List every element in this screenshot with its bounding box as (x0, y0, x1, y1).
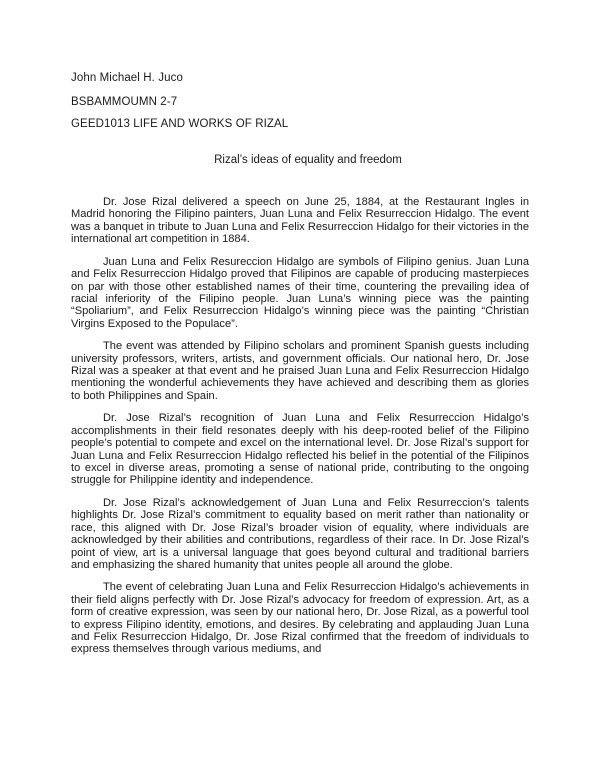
essay-body (71, 196, 529, 666)
course-title: GEED1013 LIFE AND WORKS OF RIZAL (71, 118, 289, 130)
course-section: BSBAMMOUMN 2-7 (71, 96, 178, 108)
paragraph: Dr. Jose Rizal’s acknowledgement of Juan Luna and Felix Resurreccion’s talents highlights Dr. Jose Rizal’s commitment to equality based on merit rather than nationality or race, this aligned with Dr. Jose Rizal’s broader vision of equality, where individuals are acknowledged by their abilities and contributions, regardless of their race. In Dr. Jose Rizal’s point of view, art is a universal language that goes beyond cultural and traditional barriers and emphasizing the shared humanity that unites people all around the globe. (71, 496, 529, 571)
paragraph: Dr. Jose Rizal’s recognition of Juan Luna and Felix Resurreccion Hidalgo’s accomplishments in their field resonates deeply with his deep-rooted belief of the Filipino people’s potential to compete and excel on the international level. Dr. Jose Rizal’s support for Juan Luna and Felix Resurreccion Hidalgo reflected his belief in the potential of the Filipinos to excel in diverse areas, promoting a sense of national pride, contributing to the ongoing struggle for Philippine identity and independence. (71, 412, 529, 487)
author-name: John Michael H. Juco (71, 72, 183, 84)
paragraph: Dr. Jose Rizal delivered a speech on June 25, 1884, at the Restaurant Ingles in Madrid honoring the Filipino painters, Juan Luna and Felix Resurreccion Hidalgo. The event was a banquet in tribute to Juan Luna and Felix Resurreccion Hidalgo for their victories in the international art competition in 1884. (71, 196, 529, 246)
paragraph: Juan Luna and Felix Resureccion Hidalgo are symbols of Filipino genius. Juan Luna and Felix Resurreccion Hidalgo proved that Filipinos are capable of producing masterpieces on par with those other established names of their time, countering the prevailing idea of racial inferiority of the Filipino people. Juan Luna’s winning piece was the painting “Spoliarium”, and Felix Resurreccion Hidalgo’s winning piece was the painting “Christian Virgins Exposed to the Populace”. (71, 255, 529, 330)
essay-title: Rizal’s ideas of equality and freedom (214, 154, 402, 166)
paragraph: The event of celebrating Juan Luna and Felix Resurreccion Hidalgo’s achievements in their field aligns perfectly with Dr. Jose Rizal’s advocacy for freedom of expression. Art, as a form of creative expression, was seen by our national hero, Dr. Jose Rizal, as a powerful tool to express Filipino identity, emotions, and desires. By celebrating and applauding Juan Luna and Felix Resurreccion Hidalgo, Dr. Jose Rizal confirmed that the freedom of individuals to express themselves through various mediums, and (71, 581, 529, 656)
paragraph: The event was attended by Filipino scholars and prominent Spanish guests including university professors, writers, artists, and government officials. Our national hero, Dr. Jose Rizal was a speaker at that event and he praised Juan Luna and Felix Resurreccion Hidalgo mentioning the wonderful achievements they have achieved and describing them as glories to both Philippines and Spain. (71, 340, 529, 402)
